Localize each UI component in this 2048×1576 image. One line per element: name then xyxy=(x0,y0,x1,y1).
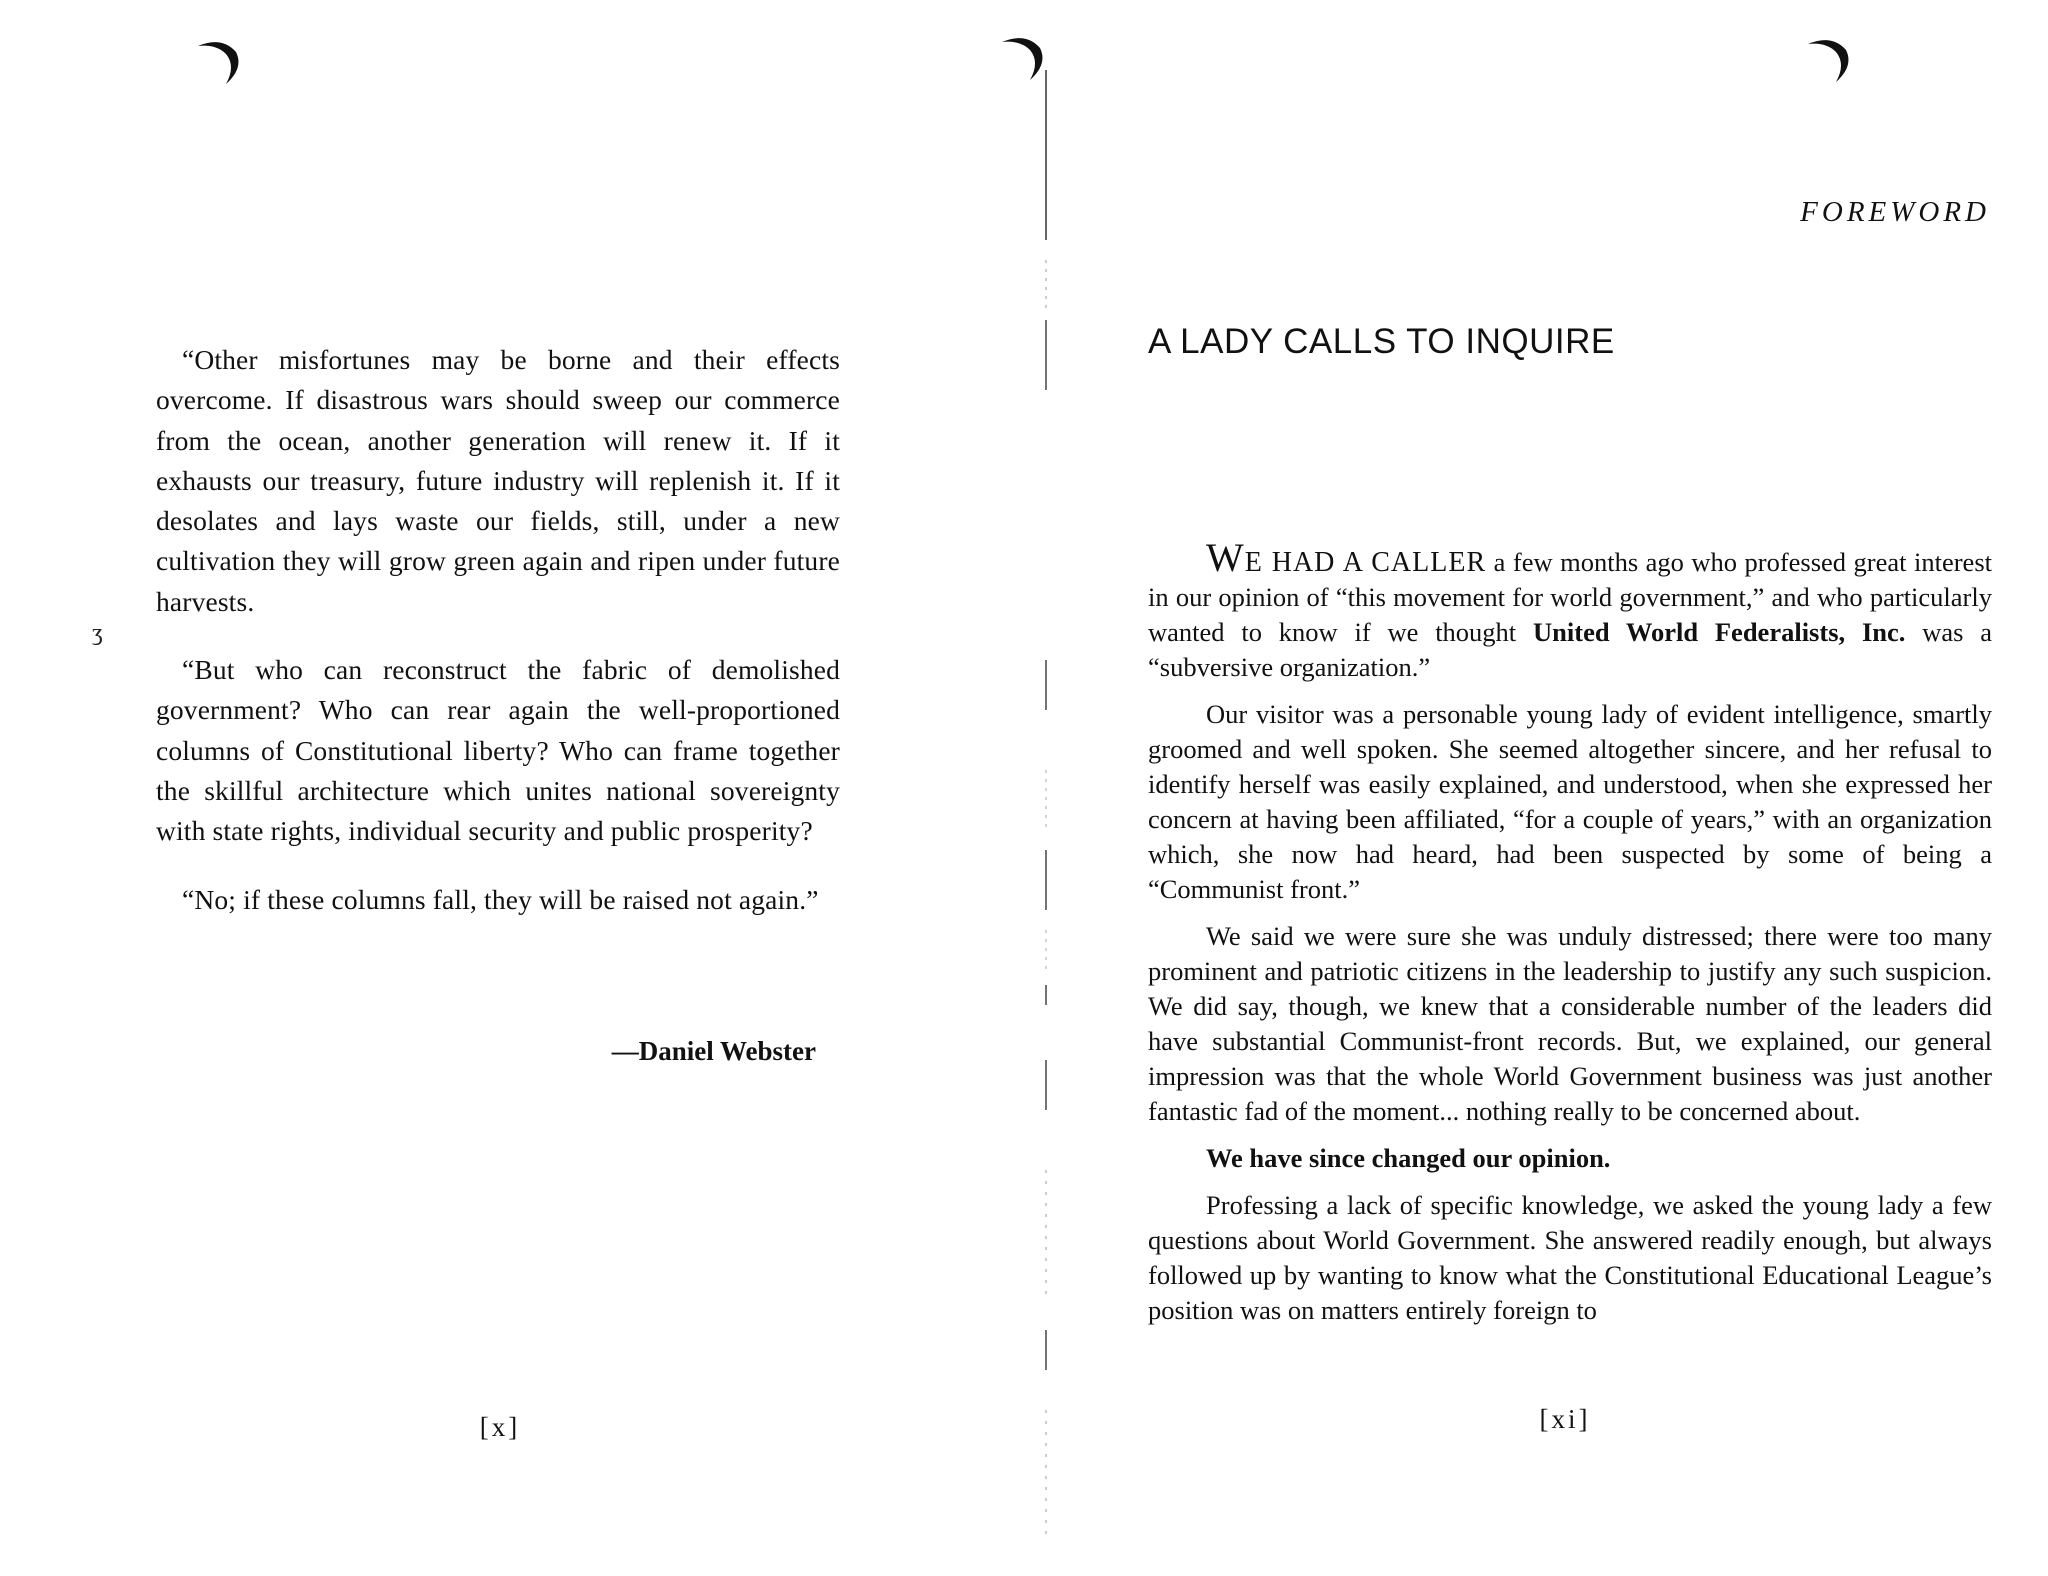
opening-paragraph xyxy=(1148,535,1992,685)
body-paragraph: We have since changed our opinion. xyxy=(1206,1143,1611,1173)
page-number-left: [x] xyxy=(479,1412,521,1442)
body-paragraph: Our visitor was a personable young lady of evident intelligence, smartly groomed and well spoken. She seemed altogether sincere, and her refusal to identify herself was easily explained, and understood, when she expressed her concern at having been affiliated, “for a couple of years,” with an organization which, she now had heard, had been suspected by some of being a “Communist front.” xyxy=(1148,699,1992,904)
opening-text-end: was a “subversive organization.” xyxy=(1148,617,1992,682)
chapter-title: A LADY CALLS TO INQUIRE xyxy=(1148,322,1615,361)
body-paragraph: Professing a lack of specific knowledge, we asked the young lady a few questions about World Government. She answered readily enough, but always followed up by wanting to know what the Constitutional Educational League’s position was on matters entirely foreign to xyxy=(1148,1190,1992,1325)
foreword-body xyxy=(1148,535,1992,1340)
section-label: FOREWORD xyxy=(1800,196,1990,228)
opening-smallcaps: E HAD A CALLER xyxy=(1244,547,1487,578)
crescent-ornament-icon xyxy=(196,38,242,86)
drop-cap: W xyxy=(1206,535,1245,580)
gutter-line xyxy=(1037,70,1055,1550)
opening-bold-text: United World Federalists, Inc. xyxy=(1533,617,1906,647)
crescent-ornament-icon xyxy=(1806,36,1852,84)
epigraph-quote xyxy=(156,340,840,948)
page-number-right: [xi] xyxy=(1539,1404,1591,1434)
quote-paragraph: “Other misfortunes may be borne and their effects overcome. If disastrous wars should sweep our commerce from the ocean, another generation will renew it. If it exhausts our treasury, future industry will replenish it. If it desolates and lays waste our fields, still, under a new cultivation they will grow green again and ripen under future harvests. xyxy=(156,344,840,617)
stray-mark: ʒ xyxy=(92,620,103,646)
opening-text: a few months ago who professed great interest in our opinion of “this movement for world government,” and who particularly wanted to know if we thought xyxy=(1148,547,1992,647)
quote-attribution: —Daniel Webster xyxy=(611,1036,816,1066)
body-paragraph: We said we were sure she was unduly distressed; there were too many prominent and patriotic citizens in the leadership to justify any such suspicion. We did say, though, we knew that a considerable number of the leaders did have substantial Communist-front records. But, we explained, our general impression was that the whole World Government business was just another fantastic fad of the moment... nothing really to be concerned about. xyxy=(1148,921,1992,1126)
quote-paragraph: “No; if these columns fall, they will be raised not again.” xyxy=(182,883,819,915)
quote-paragraph: “But who can reconstruct the fabric of demolished government? Who can rear again the well-proportioned columns of Constitutional liberty? Who can frame together the skillful architecture which unites national sovereignty with state rights, individual security and public prosperity? xyxy=(156,654,840,847)
